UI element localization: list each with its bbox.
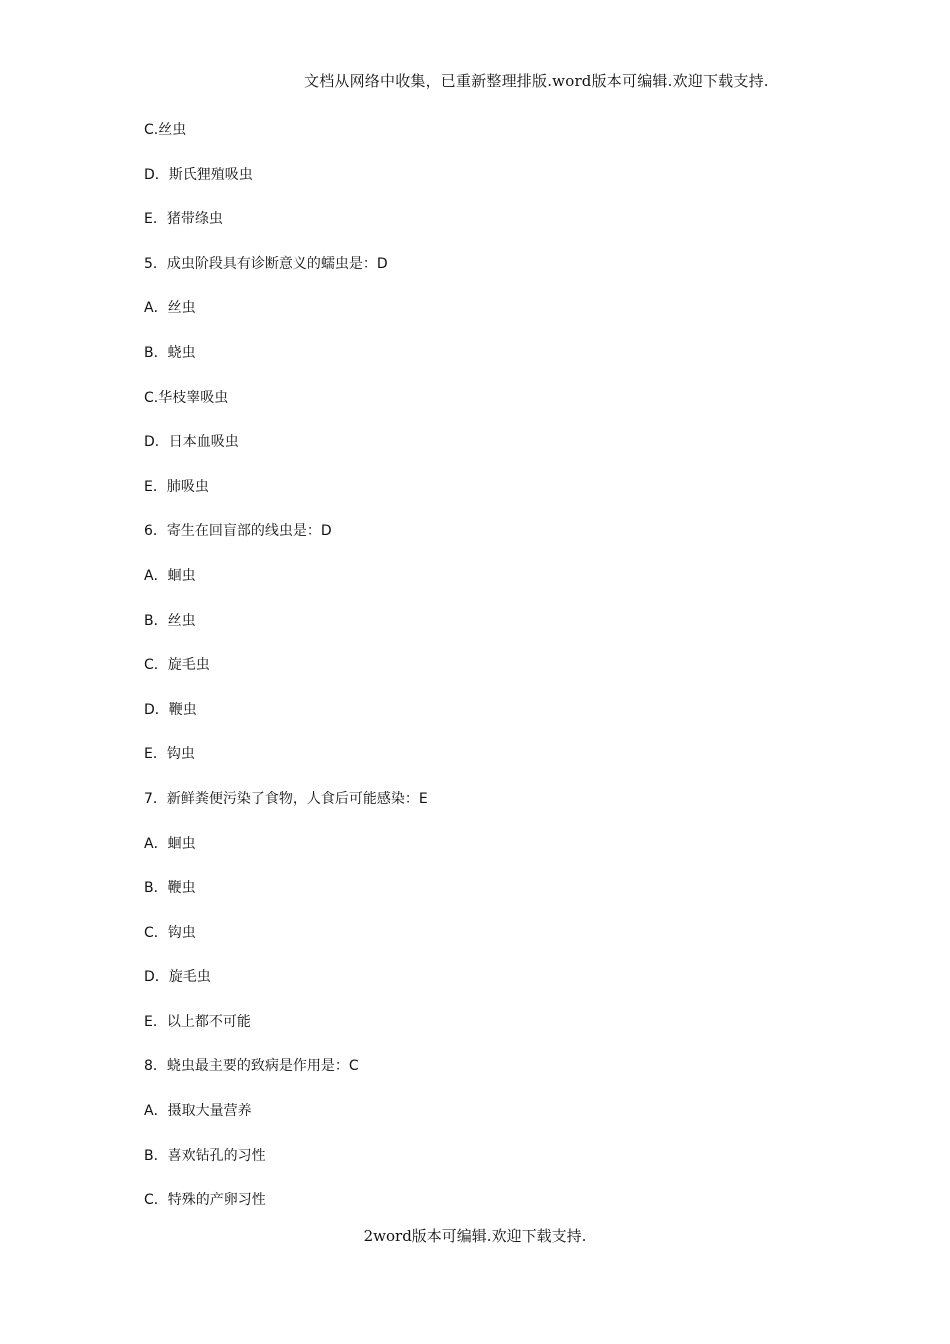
page-footer: 2word版本可编辑.欢迎下载支持. bbox=[363, 1227, 587, 1245]
option-line: C.华枝睾吸虫 bbox=[144, 389, 229, 406]
option-line: A．丝虫 bbox=[144, 300, 196, 317]
option-line: B．喜欢钻孔的习性 bbox=[144, 1147, 266, 1164]
option-line: C．特殊的产卵习性 bbox=[144, 1192, 266, 1209]
option-line: A．摄取大量营养 bbox=[144, 1103, 252, 1120]
option-line: E．钩虫 bbox=[144, 746, 195, 763]
question-line: 8．蛲虫最主要的致病是作用是：C bbox=[144, 1058, 359, 1075]
option-line: A．蛔虫 bbox=[144, 835, 196, 852]
option-line: B．蛲虫 bbox=[144, 344, 196, 361]
option-line: D．日本血吸虫 bbox=[144, 434, 239, 451]
document-body bbox=[144, 120, 824, 1235]
option-line: E．猪带绦虫 bbox=[144, 211, 223, 228]
option-line: C．旋毛虫 bbox=[144, 657, 210, 674]
option-line: B．鞭虫 bbox=[144, 880, 196, 897]
option-line: E．以上都不可能 bbox=[144, 1013, 251, 1030]
option-line: D．斯氏狸殖吸虫 bbox=[144, 166, 253, 183]
option-line: C．钩虫 bbox=[144, 924, 196, 941]
option-line: D．鞭虫 bbox=[144, 701, 197, 718]
page-header: 文档从网络中收集，已重新整理排版.word版本可编辑.欢迎下载支持. bbox=[304, 72, 769, 90]
option-line: D．旋毛虫 bbox=[144, 969, 211, 986]
option-line: E．肺吸虫 bbox=[144, 478, 209, 495]
question-line: 7．新鲜粪便污染了食物，人食后可能感染：E bbox=[144, 790, 428, 807]
option-line: A．蛔虫 bbox=[144, 567, 196, 584]
question-line: 5．成虫阶段具有诊断意义的蠕虫是：D bbox=[144, 255, 388, 272]
option-line: C.丝虫 bbox=[144, 122, 187, 138]
option-line: B．丝虫 bbox=[144, 612, 196, 629]
question-line: 6．寄生在回盲部的线虫是：D bbox=[144, 523, 332, 540]
